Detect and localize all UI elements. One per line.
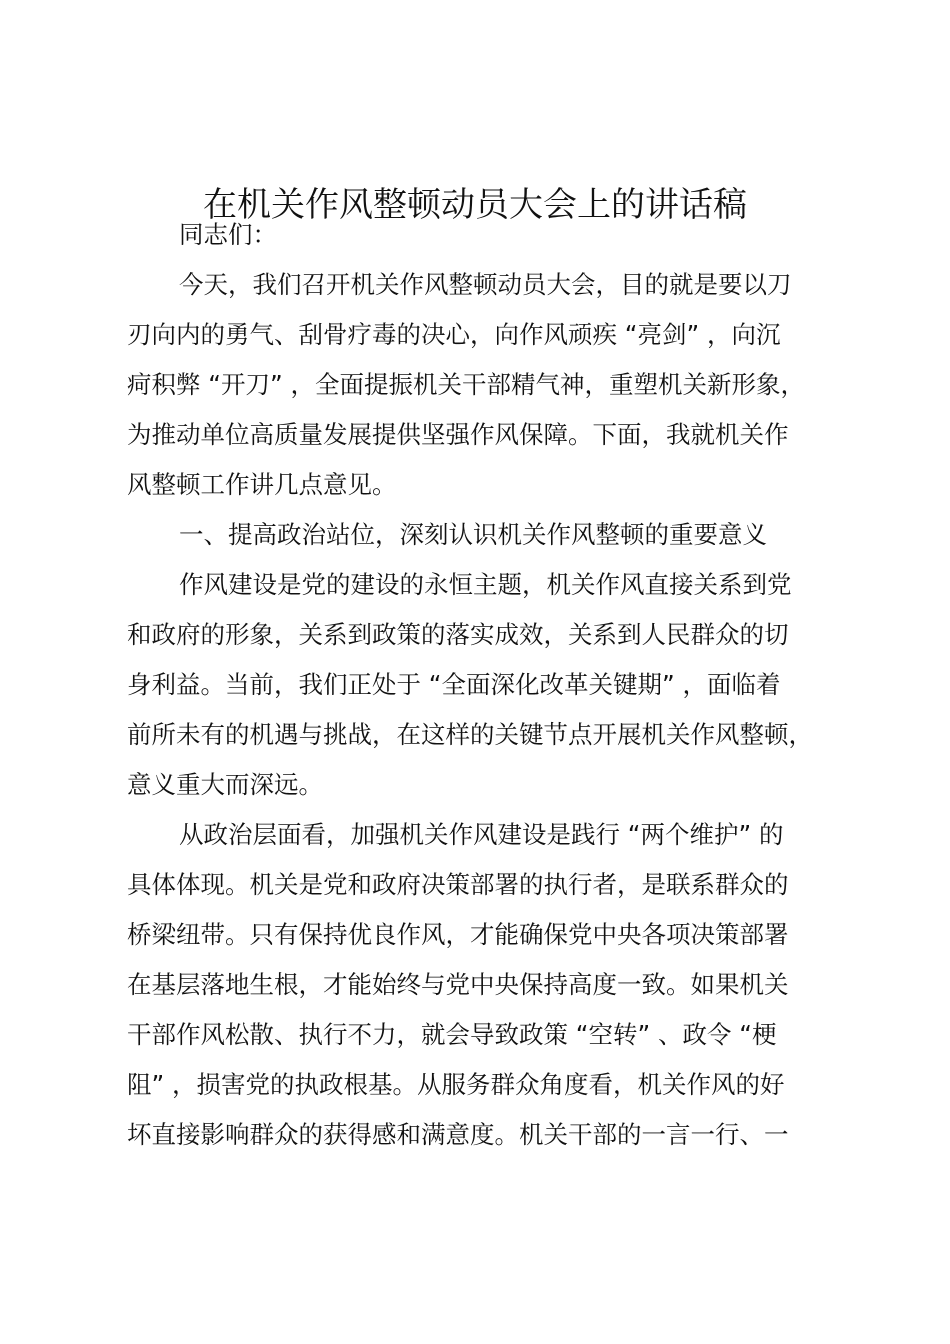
paragraph-line: 意义重大而深远。 <box>127 770 323 799</box>
paragraph-line: 坏直接影响群众的获得感和满意度。机关干部的一言一行、一 <box>127 1120 789 1149</box>
paragraph-line: 刃向内的勇气、刮骨疗毒的决心，向作风顽疾 “亮剑” ，向沉 <box>127 320 781 349</box>
paragraph-line: 干部作风松散、执行不力，就会导致政策 “空转” 、政令 “梗 <box>127 1020 777 1049</box>
paragraph-line: 阻” ，损害党的执政根基。从服务群众角度看，机关作风的好 <box>127 1070 785 1099</box>
paragraph-line: 风整顿工作讲几点意见。 <box>127 470 397 499</box>
salutation-line: 同志们： <box>179 220 277 249</box>
paragraph-line: 和政府的形象，关系到政策的落实成效，关系到人民群众的切 <box>127 620 789 649</box>
paragraph-line: 具体体现。机关是党和政府决策部署的执行者，是联系群众的 <box>127 870 789 899</box>
paragraph-line: 作风建设是党的建设的永恒主题，机关作风直接关系到党 <box>179 570 792 599</box>
paragraph-line: 从政治层面看，加强机关作风建设是践行 “两个维护” 的 <box>179 820 784 849</box>
paragraph-line: 桥梁纽带。只有保持优良作风，才能确保党中央各项决策部署 <box>127 920 789 949</box>
paragraph-line: 前所未有的机遇与挑战，在这样的关键节点开展机关作风整顿， <box>127 720 813 749</box>
section-heading: 一、提高政治站位，深刻认识机关作风整顿的重要意义 <box>179 520 767 549</box>
paragraph-line: 疴积弊 “开刀” ，全面提振机关干部精气神，重塑机关新形象， <box>127 370 805 399</box>
paragraph-line: 为推动单位高质量发展提供坚强作风保障。下面，我就机关作 <box>127 420 789 449</box>
paragraph-line: 在基层落地生根，才能始终与党中央保持高度一致。如果机关 <box>127 970 789 999</box>
paragraph-line: 身利益。当前，我们正处于 “全面深化改革关键期” ，面临着 <box>127 670 781 699</box>
paragraph-line: 今天，我们召开机关作风整顿动员大会，目的就是要以刀 <box>179 270 792 299</box>
document-body <box>127 210 839 1160</box>
document-title: 在机关作风整顿动员大会上的讲话稿 <box>203 185 747 225</box>
